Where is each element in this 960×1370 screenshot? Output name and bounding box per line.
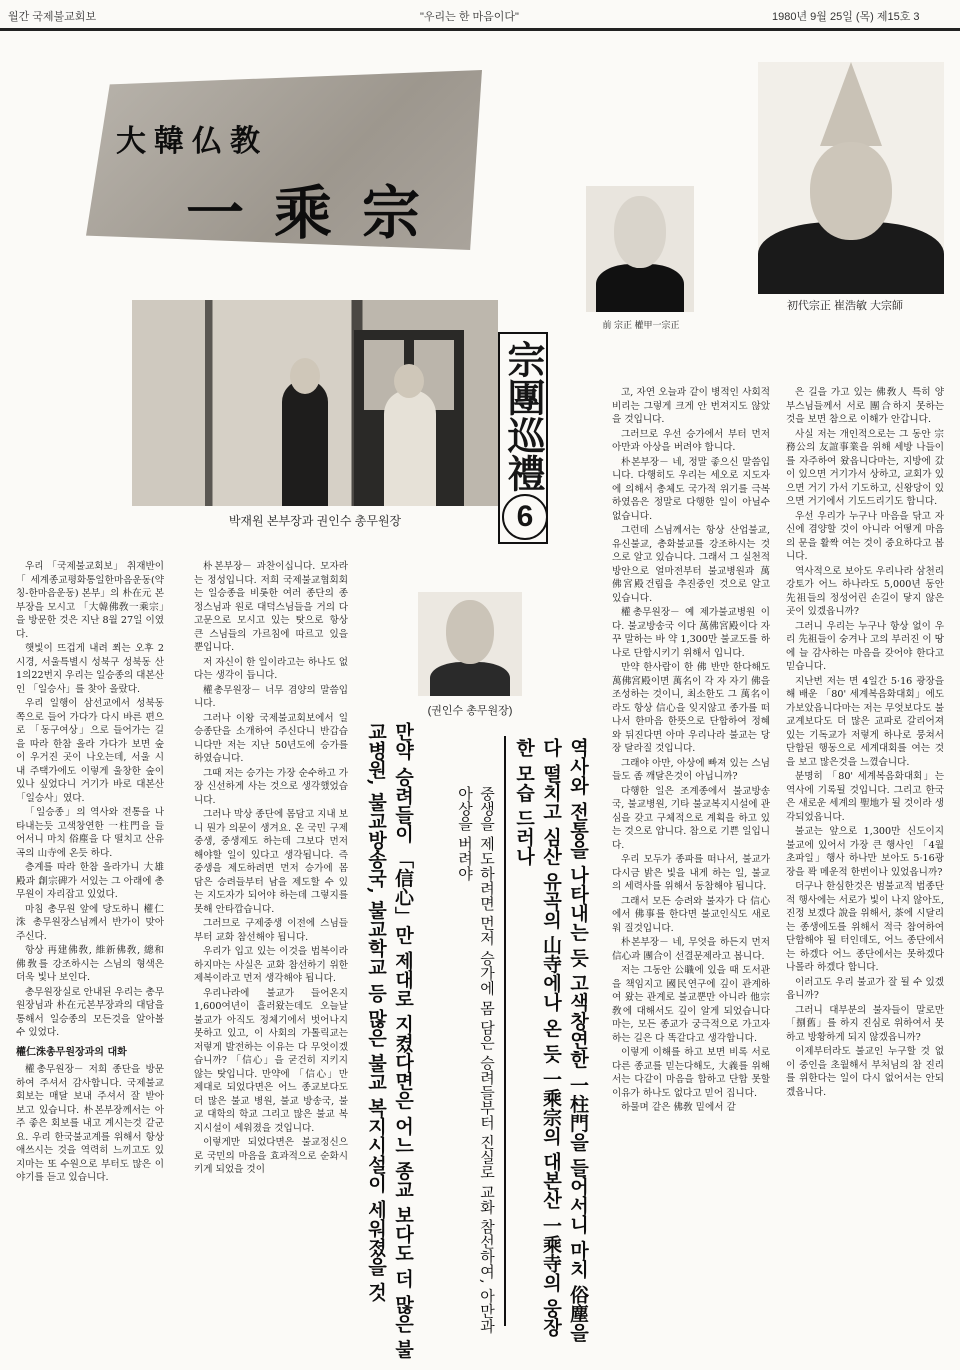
paragraph: 그러므로 구제중생 이전에 스님들부터 교화 참선해야 됩니다. [194, 918, 348, 943]
paragraph: 그때 저는 승가는 가장 순수하고 가장 신선하게 사는 것으로 생각했었습니다. [194, 767, 348, 806]
paragraph: 하물며 같은 佛敎 밑에서 같 [621, 1102, 736, 1113]
portrait-kwon [418, 592, 522, 696]
article-column-2 [194, 560, 348, 1368]
paragraph: 더구나 한심한것은 범불교적 법종단적 행사에는 서로가 빛이 나지 않아도, 진정 보겠다 說을 위해서, 茶에 시달리는 종생에도를 위해서 적극 참여하여 단합해야 될 터인데도, 어느 종단에서는 하겠다 어느 종단에서는 못하겠다 나몰라 하겠다 합니다. [786, 881, 944, 973]
paragraph: 만약 한사람이 한 佛 반만 한다해도 萬佛宮殿이면 萬名이 각 자 자기 佛을 조성하는 것이니, 최소한도 그 萬名이라도 항상 信心을 잊지않고 종가를 떠나서 한마음 한뜻으로 단합하여 정혜와 뒤진다면 아마 우리나라 불교는 당장 달라질 것입니다. [612, 662, 770, 754]
paragraph: 權총무원장－ 너무 겸양의 말씀입니다. [194, 684, 348, 709]
paragraph: 그러나 막상 종단에 몸담고 지내 보니 뭔가 의문이 생겨요. 온 국민 구제중생, 중생제도 하는데 그보다 먼저 해야할 일이 있다고 생각됩니다. 즉 중생을 제도하려면 먼저 승가에 몸 담은 승려들부터 남을 제도할 수 있는 지도자가 되어야 하는데 그렇지를 못해 안타깝습니다. [194, 809, 348, 915]
paragraph: 그러니 우리는 누구나 항상 없이 우리 先祖들이 숭겨나 고의 부러진 이 땅에 늘 감사하는 마음을 갖어야 한다고 믿습니다. [786, 620, 944, 672]
paragraph: 朴본부장－ 네, 정말 좋으신 말씀입니다. 다행히도 우리는 세오로 지도자에 의해서 총체도 국가적 위기를 극복하였음은 정말로 다행한 일이 아닐수 없습니다. [612, 456, 770, 522]
caption-small-portrait: (권인수 총무원장) [427, 705, 513, 717]
paragraph: 이렇게만 되었다면은 불교정신으로 국민의 마음을 효과적으로 순화시키게 되었을 것이 [194, 1137, 348, 1175]
portrait-former-head [586, 186, 694, 312]
paragraph: 이렇게 이해를 하고 보면 비록 서로 다른 종교를 믿는다해도, 大義를 위해서는 다같이 마음을 합하고 단합 못할 이유가 하나도 없다고 믿어 집니다. [612, 1047, 770, 1099]
header-date-issue: 1980년 9월 25일 (목) 제15호 3 [772, 11, 920, 23]
article-column-3 [612, 386, 770, 1366]
paragraph: 그러나 이왕 국제불교회보에서 일승종단을 소개하여 주신다니 반갑습니다만 저는 지난 50년도에 승가를 하였습니다. [194, 712, 348, 764]
paragraph: 그러므로 우선 승가에서 부터 먼저 아만과 아상을 버려야 합니다. [612, 428, 770, 453]
paragraph: 은 길을 가고 있는 佛敎人 특히 양부스님들께서 서로 團合하지 못하는 것을 보면 참으로 이해가 안갑니다. [786, 387, 944, 425]
banner-title: 一乘宗 [186, 179, 451, 247]
pullquote-divider [504, 736, 506, 1326]
article-column-1 [16, 560, 164, 1368]
pullquote-discipline: 중생을 제도하려면 먼저 승가에 몸 담은 승려들부터 진실로 교화 참선하여, 아만과 아상을 버려야 [456, 786, 496, 1334]
paragraph: 우리 일행이 삼선교에서 성북동 쪽으로 들어 가다가 다시 바른 편으로 「동구여상」으로 들어가는 길을 따라 한참 올라 가다가 보면 숲이 우거진 곳이 나오는데, 서울 시내 주택가에도 이렇게 울창한 숲이 있나 싶었다니 거기가 바로 대본산 「일승사」였다. [16, 698, 164, 804]
paragraph: 權총무원장－ 예 제가불교병원 이다. 불교방송국 이다 萬佛宮殿이다 자꾸 말하는 바 약 1,300만 불교도를 하나로 단합시키기 위해서 입니다. [612, 607, 770, 659]
paragraph: 그래야 아만, 아상에 빠져 있는 스님들도 좀 깨달은것이 아닙니까? [612, 757, 770, 782]
paragraph: 불교는 앞으로 1,300만 신도이지 불교에 있어서 가장 큰 행사인 「4월 초파일」행사 하나만 보아도 5·16광장을 꽉 메운적 한번이나 있었읍니까? [786, 826, 944, 878]
article-column-4 [786, 386, 944, 1366]
paragraph: 朴본부장－ 네, 무엇을 하든지 먼저 信心과 團合이 선결문제라고 봅니다. [612, 937, 770, 962]
paragraph: 그런데 스님께서는 항상 산업불교, 유신불교, 총화불교를 강조하시는 것으로 알고 있습니다. 그래서 그 실천적 방안으로 얼마전부터 불교병원과 萬佛宮殿건립을 추진중인 것으로 알고 있습니다. [612, 525, 770, 604]
paragraph: 저는 그동안 公職에 있을 때 도서관을 책임지고 國民연구에 깊이 관계하여 왔는 관계로 불교뿐만 아니라 他宗敎에 대해서도 깊이 알게 되었습니다마는, 모든 종교가 궁극적으로 가고자 하는 길은 다 똑같다고 생각합니다. [612, 965, 770, 1044]
paragraph: 사실 저는 개인적으로는 그 동안 宗務公의 友誼事業을 위해 세방 나들이를 자주하여 왔읍니다마는, 지방에 갔이 있으면 거기가서 상하고, 교회가 있으면 거기 가서 기도하고, 신왕당이 있으면 거기에서 기도드리기도 합니다. [786, 428, 944, 507]
portrait-founder [758, 62, 944, 294]
paragraph: 우리 「국제불교회보」 취재반이 「세계종교평화통일한마음운동(약칭-한마음운동) 본부」의 朴在元 본부장을 모시고 「大韓佛敎一乘宗」을 방문한 것은 지난 8월 27일 이였다. [16, 561, 164, 640]
caption-photo: 박재원 본부장과 권인수 총무원장 [228, 514, 402, 528]
paragraph: 역사적으로 보아도 우리나라 삼천리 강토가 어느 하나라도 5,000년 동안 先祖들의 정성어린 손길이 닿지 않은 곳이 있겠읍니까? [786, 565, 944, 617]
series-number: 6 [502, 494, 548, 540]
paragraph: 총무원장실로 안내된 우리는 총무원장님과 朴在元본부장과의 대담을 통해서 일승종의 모든것을 알아볼 수 있었다. [16, 986, 164, 1038]
paragraph: 그래서 모든 승려와 불자가 다 信心에서 佛事를 한다면 불교인식도 새로워 질것입니다. [612, 895, 770, 934]
paragraph: 「일승종」의 역사와 전통을 나타내는듯 고색창연한 一柱門을 들어서니 마치 俗塵을 다 떨치고 산유곡의 山寺에 온듯 하다. [16, 807, 164, 859]
paragraph: 우리나라에 불교가 들어온지 1,600여년이 흘러왔는데도 오늘날 불교가 아직도 정체기에서 벗어나지 못하고 있고, 이 사회의 가톨릭교는 저렇게 발전하는 이유는 다 무엇이겠습니까? 「信心」을 굳건히 지키지 않는 탓입니다. 만약에 「信心」만 제대로 되었다면은 어느 종교보다도 더 많은 불교 병원, 불교 방송국, 불교 대학의 학교 그리고 많은 불교 복지시설이 세워졌을 것입니다. [194, 987, 348, 1134]
paragraph: 햇빛이 뜨겁게 내려 쬐는 오후 2시경, 서울특별시 성북구 성북동 산1의22번지 우리는 일승종의 대본산인 「일승사」를 찾아 올랐다. [16, 643, 164, 695]
newspaper-header [0, 0, 960, 26]
paragraph: 朴본부장－ 과찬이십니다. 모자라는 정성입니다. 저희 국제불교협회회는 일승종을 비롯한 여러 종단의 종정스님과 원로 대덕스님들을 거의 다 고문으로 모시고 있는 탓으로 항상 큰 스님들의 가르침에 따르고 있을 뿐입니다. [194, 561, 348, 653]
header-motto: "우리는 한 마음이다" [420, 11, 519, 23]
series-title-box: 宗團巡禮 [498, 332, 548, 544]
paragraph: 항상 再建佛敎, 維新佛敎, 總和佛敎를 강조하시는 스님의 형색은 더욱 빛나 보인다. [16, 945, 164, 983]
paragraph: 지난번 저는 면 4일간 5·16 광장을 해 배운 「80' 세계복음화대회」에도 가보았읍니다마는 저는 무엇보다도 불교계보다도 더 많은 교파로 갈리어져 있는 기독교가 저렇게 하나로 뭉쳐서 단합된 행동으로 세계대회를 여는 것을 보고 많은것을 느꼈습니다. [786, 675, 944, 768]
paragraph: 우선 우리가 누구나 마음을 닦고 자신에 겸양할 것이 아니라 어떻게 마음의 문을 활짝 여는 것이 중요하다고 봅니다. [786, 510, 944, 562]
header-publication: 월간 국제불교회보 [8, 11, 97, 23]
caption-founder: 初代宗正 崔浩敏 大宗師 [786, 300, 904, 312]
paragraph: 고, 자연 오늘과 같이 병적인 사회적 비리는 그렇게 크게 안 번져지도 않았을 것입니다. [612, 387, 770, 425]
paragraph: 저 자신이 한 일이라고는 하나도 없다는 생각이 듭니다. [194, 656, 348, 681]
paragraph: 마침 총무원 앞에 당도하니 權仁洙 총무원장스님께서 반가이 맞아 주신다. [16, 903, 164, 942]
paragraph: 이러고도 우리 불교가 잘 될 수 있겠읍니까? [786, 976, 944, 1001]
header-rule [0, 28, 960, 31]
paragraph: 그러니 대부분의 불자들이 말로만 「捌舊」를 하지 진심로 위하여서 못하고 방황하게 되지 않겠읍니까? [786, 1004, 944, 1043]
paragraph: 분명히 「80' 세계복음화대회」는 역사에 기록될 것입니다. 그리고 한국은 새로운 세계의 聖地가 될 것이라 생각되었읍니다. [786, 771, 944, 823]
paragraph: 층계를 따라 한참 올라가니 大雄殿과 創宗碑가 서있는 그 아래에 총무원이 자리잡고 있었다. [16, 862, 164, 900]
paragraph: 權총무원장－ 저희 종단을 방문하여 주셔서 감사합니다. 국제불교회보는 매달 보내 주셔서 잘 받아 보고 있습니다. 朴본부장께서는 아주 좋은 회보를 내고 계시는것 같군요. 우리 한국불교계를 위해서 항상 애쓰시는 것을 역력히 느끼고도 있지마는 또 수원으로 부터도 많은 이야기를 듣고 있습니다. [16, 1064, 164, 1183]
photo-meeting [132, 300, 498, 506]
caption-mid-portrait: 前 宗正 權甲一宗正 [602, 320, 680, 330]
paragraph: 다행한 일은 조계종에서 불교방송국, 불교병원, 기타 불교복지시설에 관심을 갖고 구체적으로 계획을 하고 있는 것으로 압니다. 참으로 기쁜 일입니다. [612, 785, 770, 851]
interview-subhead: 權仁洙총무원장과의 대화 [16, 1046, 127, 1058]
banner-subtitle: 大韓仏教 [116, 124, 268, 159]
pullquote-main-gate: 역사와 전통을 나타내는 듯 고색창연한 一柱門을 들어서니 마치 俗塵을 다 떨치고 심산 유곡의 山寺에나 온 듯 一乘宗의 대본산 一乘寺의 웅장한 모습 드러나 [513, 738, 589, 1342]
paragraph: 이제부터라도 불교인 누구할 것 없이 중인을 초월해서 부처님의 참 진리를 위한다는 일이 다시 없어서는 안되겠읍니다. [786, 1046, 944, 1098]
paragraph: 우리 모두가 종파를 떠나서, 불교가 다시금 밝은 빛을 내게 하는 일, 불교의 세력사를 위해서 동참해야 됩니다. [612, 854, 770, 892]
paragraph: 우리가 입고 있는 이것을 법복이라 하지마는 사실은 교화 참선하기 위한 제복이라고 먼저 생각해야 됩니다. [194, 946, 348, 984]
pullquote-poverty-of-faith: 만약 승려들이 「信心」만 제대로 지켰다면은 어느 종교 보다도 더 많은 불교병원, 불교방송국, 불교학교 등 많은 불교 복지시설이 세워졌을 것 [365, 722, 414, 1359]
